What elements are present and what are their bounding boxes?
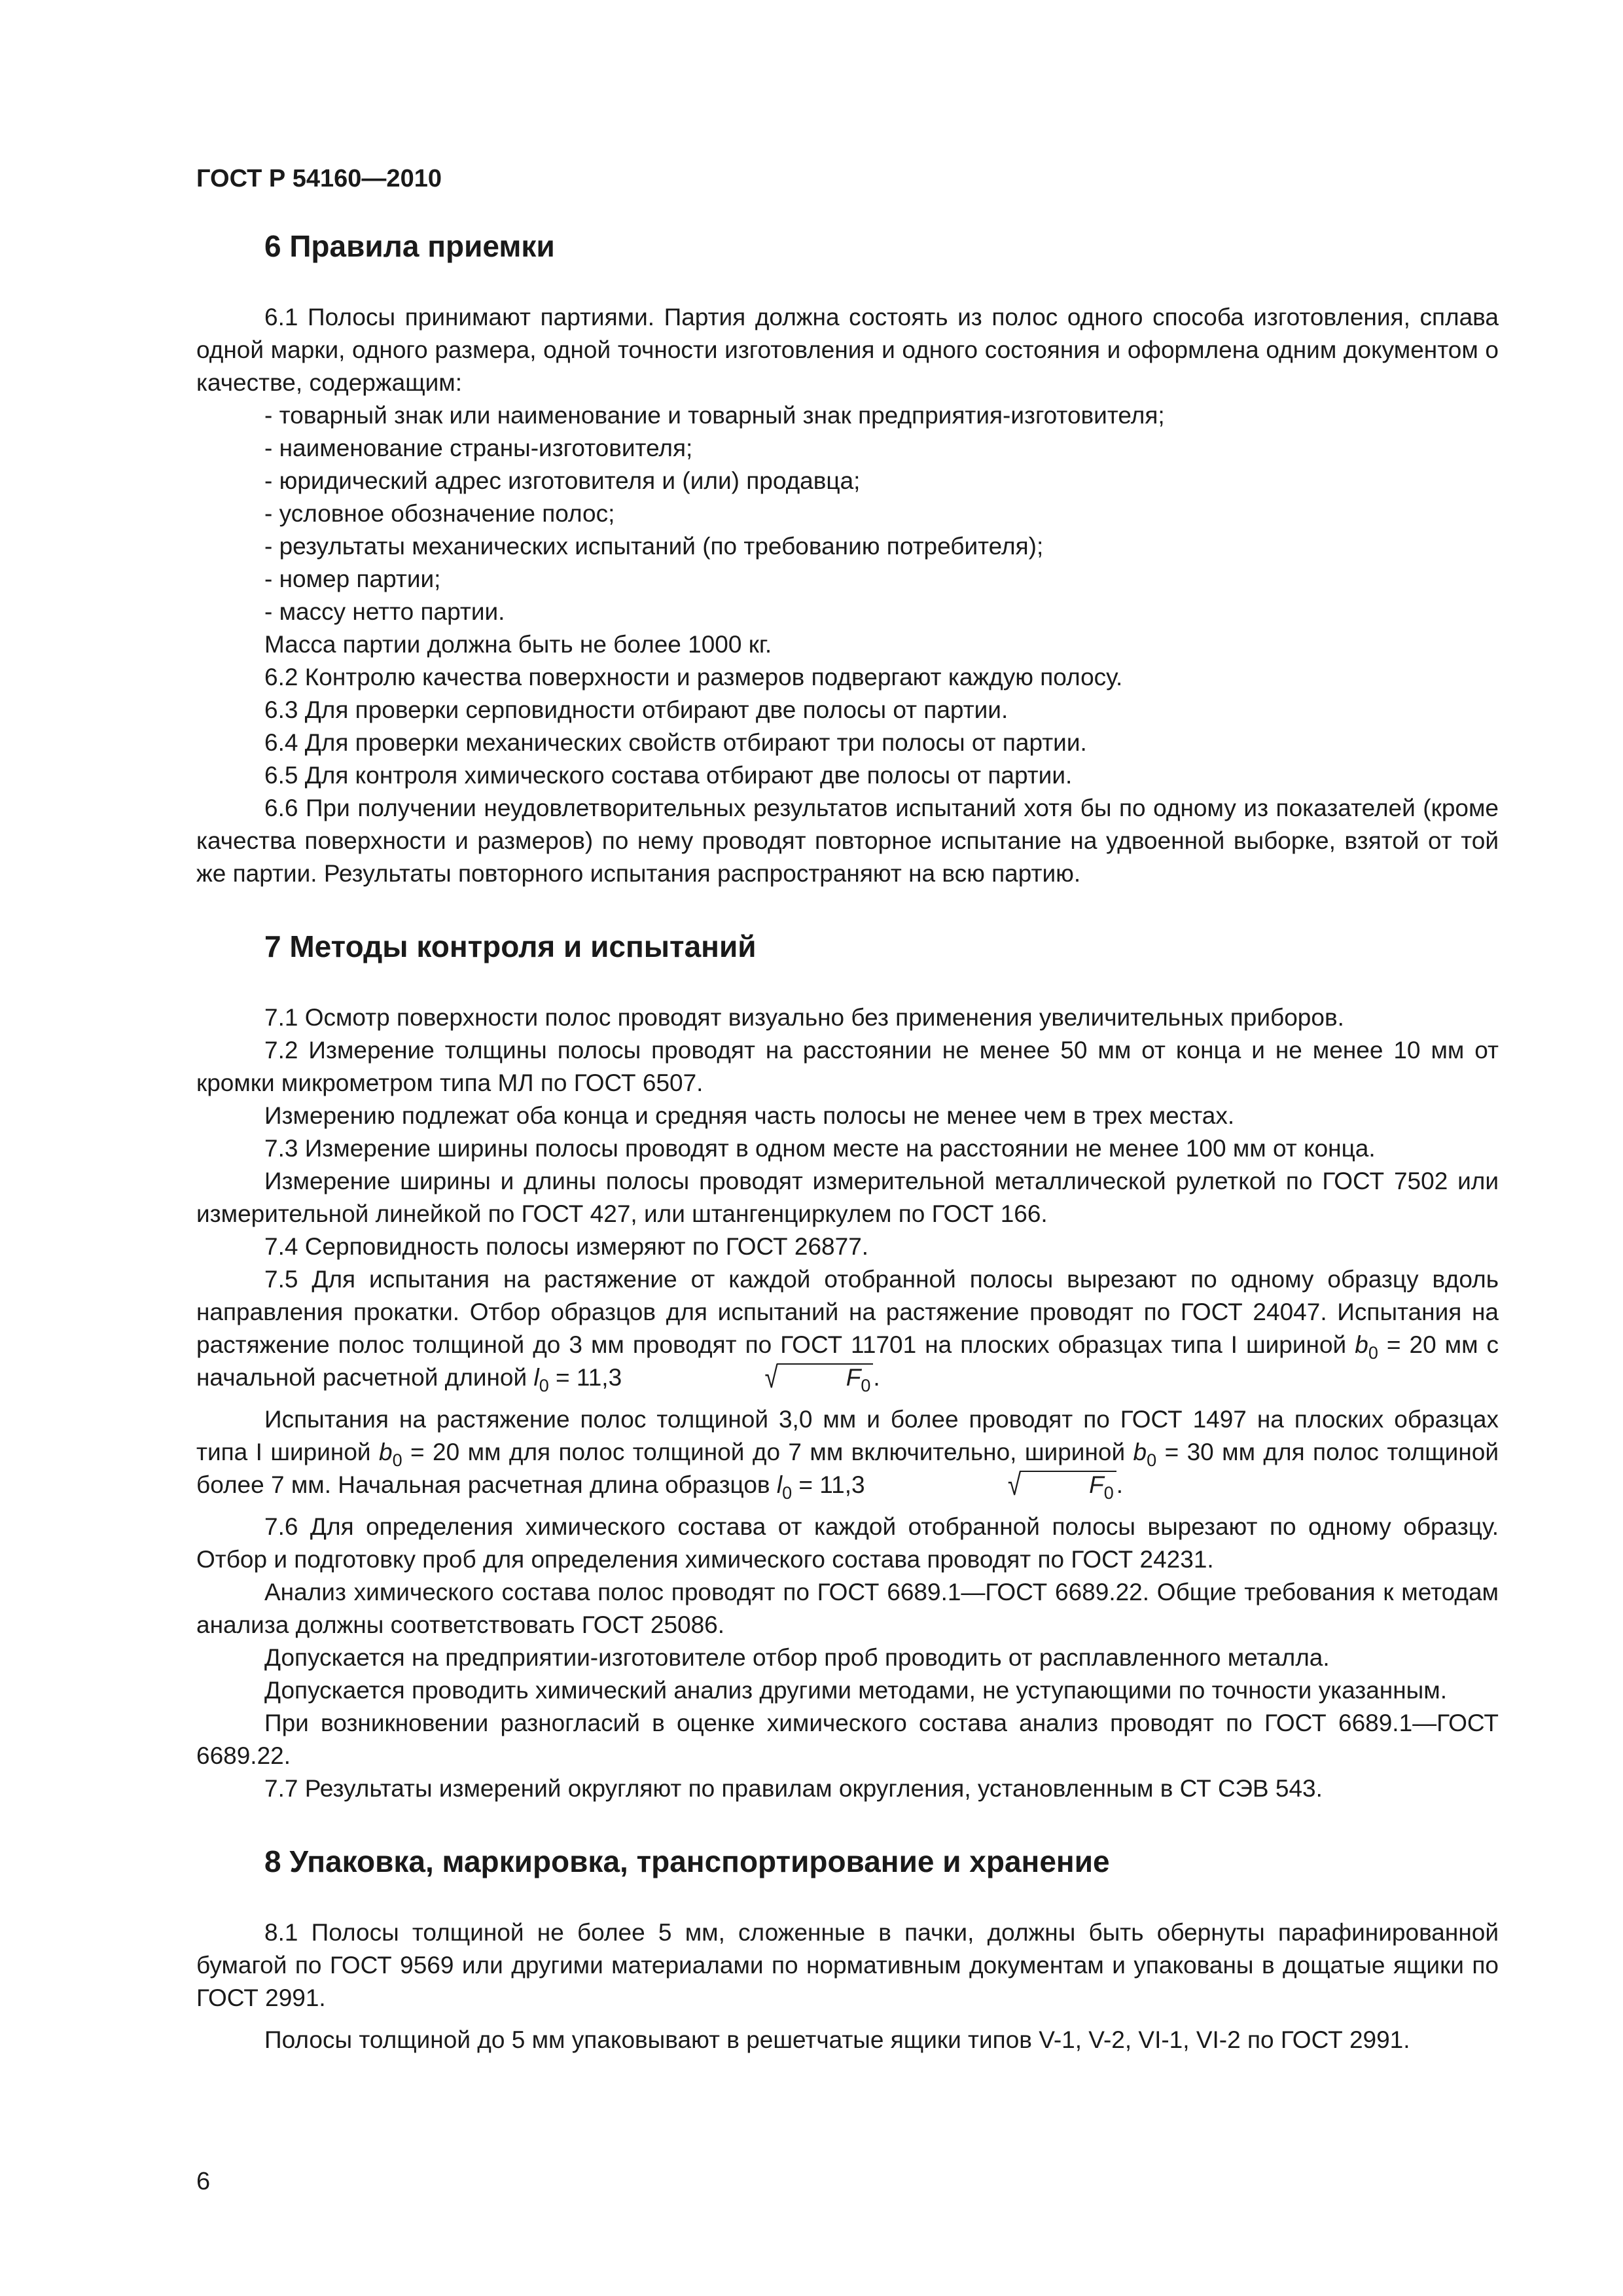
subscript-zero: 0: [1103, 1483, 1114, 1503]
paragraph-7-6-molten-sampling: Допускается на предприятии-изготовителе отбор проб проводить от расплавленного металла.: [264, 1644, 1330, 1671]
list-item: - результаты механических испытаний (по требованию потребителя);: [196, 530, 1499, 563]
paragraph-7-2-continued: Измерению подлежат оба конца и средняя часть полосы не менее чем в трех местах.: [264, 1102, 1235, 1129]
paragraph-text: = 20 мм с начальной расчетной длиной: [196, 1331, 1499, 1391]
section-8-title: 8 Упаковка, маркировка, транспортирование и хранение: [264, 1844, 1110, 1878]
paragraph-7-7: 7.7 Результаты измерений округляют по правилам округления, установленным в СТ СЭВ 543.: [264, 1775, 1323, 1802]
paragraph-7-6: 7.6 Для определения химического состава от каждой отобранной полосы вырезают по одному образцу. Отбор и подготовку проб для определения химического состава проводят по ГОСТ 24231.: [196, 1513, 1499, 1573]
radical-sign: √: [764, 1360, 778, 1394]
list-item: - юридический адрес изготовителя и (или) продавца;: [196, 465, 1499, 497]
paragraph-7-5-continued: [196, 1403, 1499, 1501]
paragraph-text: = 20 мм для полос толщиной до 7 мм включительно, шириной: [410, 1439, 1126, 1465]
paragraph-text: Испытания на растяжение полос толщиной 3,0 мм и более проводят по ГОСТ 1497 на плоских образцах типа I шириной: [196, 1406, 1499, 1465]
paragraph-6-6: 6.6 При получении неудовлетворительных результатов испытаний хотя бы по одному из показателей (кроме качества поверхности и размеров) по нему проводят повторное испытание на удвоенной выборке, взятой от той же партии. Результаты повторного испытания распространяют на всю партию.: [196, 795, 1499, 887]
subscript-zero: 0: [861, 1376, 871, 1395]
paragraph-7-3-continued: Измерение ширины и длины полосы проводят измерительной металлической рулеткой по ГОСТ 7502 или измерительной линейкой по ГОСТ 427, или штангенциркулем по ГОСТ 166.: [196, 1168, 1499, 1227]
list-item: - наименование страны-изготовителя;: [196, 432, 1499, 465]
area-symbol: F: [846, 1364, 861, 1391]
paragraph-text: = 11,3: [556, 1364, 622, 1391]
paragraph-8-1: 8.1 Полосы толщиной не более 5 мм, сложенные в пачки, должны быть обернуты парафинированной бумагой по ГОСТ 9569 или другими материалами по нормативным документам и упакованы в дощатые ящики по ГОСТ 2991.: [196, 1919, 1499, 2011]
paragraph-6-1: 6.1 Полосы принимают партиями. Партия должна состоять из полос одного способа изготовления, сплава одной марки, одного размера, одной точности изготовления и одного состояния и оформлена одним документом о качестве, содержащим:: [196, 304, 1499, 396]
list-item: - массу нетто партии.: [196, 596, 1499, 628]
paragraph-text: = 11,3: [798, 1471, 865, 1498]
subscript-zero: 0: [1147, 1450, 1157, 1470]
paragraph-7-5: [196, 1263, 1499, 1394]
area-symbol: F: [1089, 1471, 1104, 1498]
subscript-zero: 0: [539, 1376, 549, 1395]
length-symbol: l: [776, 1471, 783, 1498]
width-symbol: b: [379, 1439, 393, 1465]
paragraph-text: 7.5 Для испытания на растяжение от каждой отобранной полосы вырезают по одному образцу вдоль направления прокатки. Отбор образцов для испытаний на растяжение проводят по ГОСТ 24047. Испытания на растяжение полос толщиной до 3 мм проводят по ГОСТ 11701 на плоских образцах типа I шириной: [196, 1266, 1499, 1358]
paragraph-7-6-disputes: При возникновении разногласий в оценке химического состава анализ проводят по ГОСТ 6689.1—ГОСТ 6689.22.: [196, 1710, 1499, 1769]
subscript-zero: 0: [782, 1483, 793, 1503]
document-id-header: ГОСТ Р 54160—2010: [196, 165, 442, 192]
paragraph-mass: Масса партии должна быть не более 1000 кг.: [264, 631, 772, 658]
paragraph-text: = 30 мм для полос толщиной более 7 мм. Начальная расчетная длина образцов: [196, 1439, 1499, 1498]
subscript-zero: 0: [392, 1450, 402, 1470]
paragraph-8-1-continued: Полосы толщиной до 5 мм упаковывают в решетчатые ящики типов V-1, V-2, VI-1, VI-2 по ГОСТ 2991.: [264, 2026, 1410, 2053]
paragraph-6-3: 6.3 Для проверки серповидности отбирают две полосы от партии.: [264, 696, 1008, 723]
section-6-title: 6 Правила приемки: [264, 229, 555, 263]
radicand: [777, 1363, 874, 1395]
paragraph-6-2: 6.2 Контролю качества поверхности и размеров подвергают каждую полосу.: [264, 664, 1123, 691]
paragraph-end: .: [873, 1364, 880, 1391]
radical-sign: √: [1007, 1467, 1022, 1501]
square-root-formula: [872, 1469, 1116, 1501]
list-item: - номер партии;: [196, 563, 1499, 596]
paragraph-7-3: 7.3 Измерение ширины полосы проводят в одном месте на расстоянии не менее 100 мм от конца.: [264, 1135, 1376, 1162]
quality-document-list: [196, 399, 1499, 628]
subscript-zero: 0: [1368, 1343, 1378, 1363]
list-item: - условное обозначение полос;: [196, 497, 1499, 530]
list-item: - товарный знак или наименование и товарный знак предприятия-изготовителя;: [196, 399, 1499, 432]
paragraph-6-4: 6.4 Для проверки механических свойств отбирают три полосы от партии.: [264, 729, 1087, 756]
width-symbol: b: [1355, 1331, 1368, 1358]
paragraph-7-4: 7.4 Серповидность полосы измеряют по ГОСТ 26877.: [264, 1233, 869, 1260]
radicand: [1020, 1471, 1116, 1503]
page-number: 6: [196, 2168, 211, 2195]
paragraph-end: .: [1116, 1471, 1124, 1498]
length-symbol: l: [533, 1364, 539, 1391]
paragraph-7-6-analysis: Анализ химического состава полос проводят по ГОСТ 6689.1—ГОСТ 6689.22. Общие требования к методам анализа должны соответствовать ГОСТ 25086.: [196, 1579, 1499, 1638]
paragraph-6-5: 6.5 Для контроля химического состава отбирают две полосы от партии.: [264, 762, 1073, 789]
width-symbol: b: [1133, 1439, 1147, 1465]
section-7-title: 7 Методы контроля и испытаний: [264, 929, 757, 963]
paragraph-7-2: 7.2 Измерение толщины полосы проводят на расстоянии не менее 50 мм от конца и не менее 10 мм от кромки микрометром типа МЛ по ГОСТ 6507.: [196, 1037, 1499, 1096]
square-root-formula: [628, 1361, 873, 1394]
paragraph-7-1: 7.1 Осмотр поверхности полос проводят визуально без применения увеличительных приборов.: [264, 1004, 1344, 1031]
paragraph-7-6-other-methods: Допускается проводить химический анализ другими методами, не уступающими по точности указанным.: [264, 1677, 1447, 1704]
